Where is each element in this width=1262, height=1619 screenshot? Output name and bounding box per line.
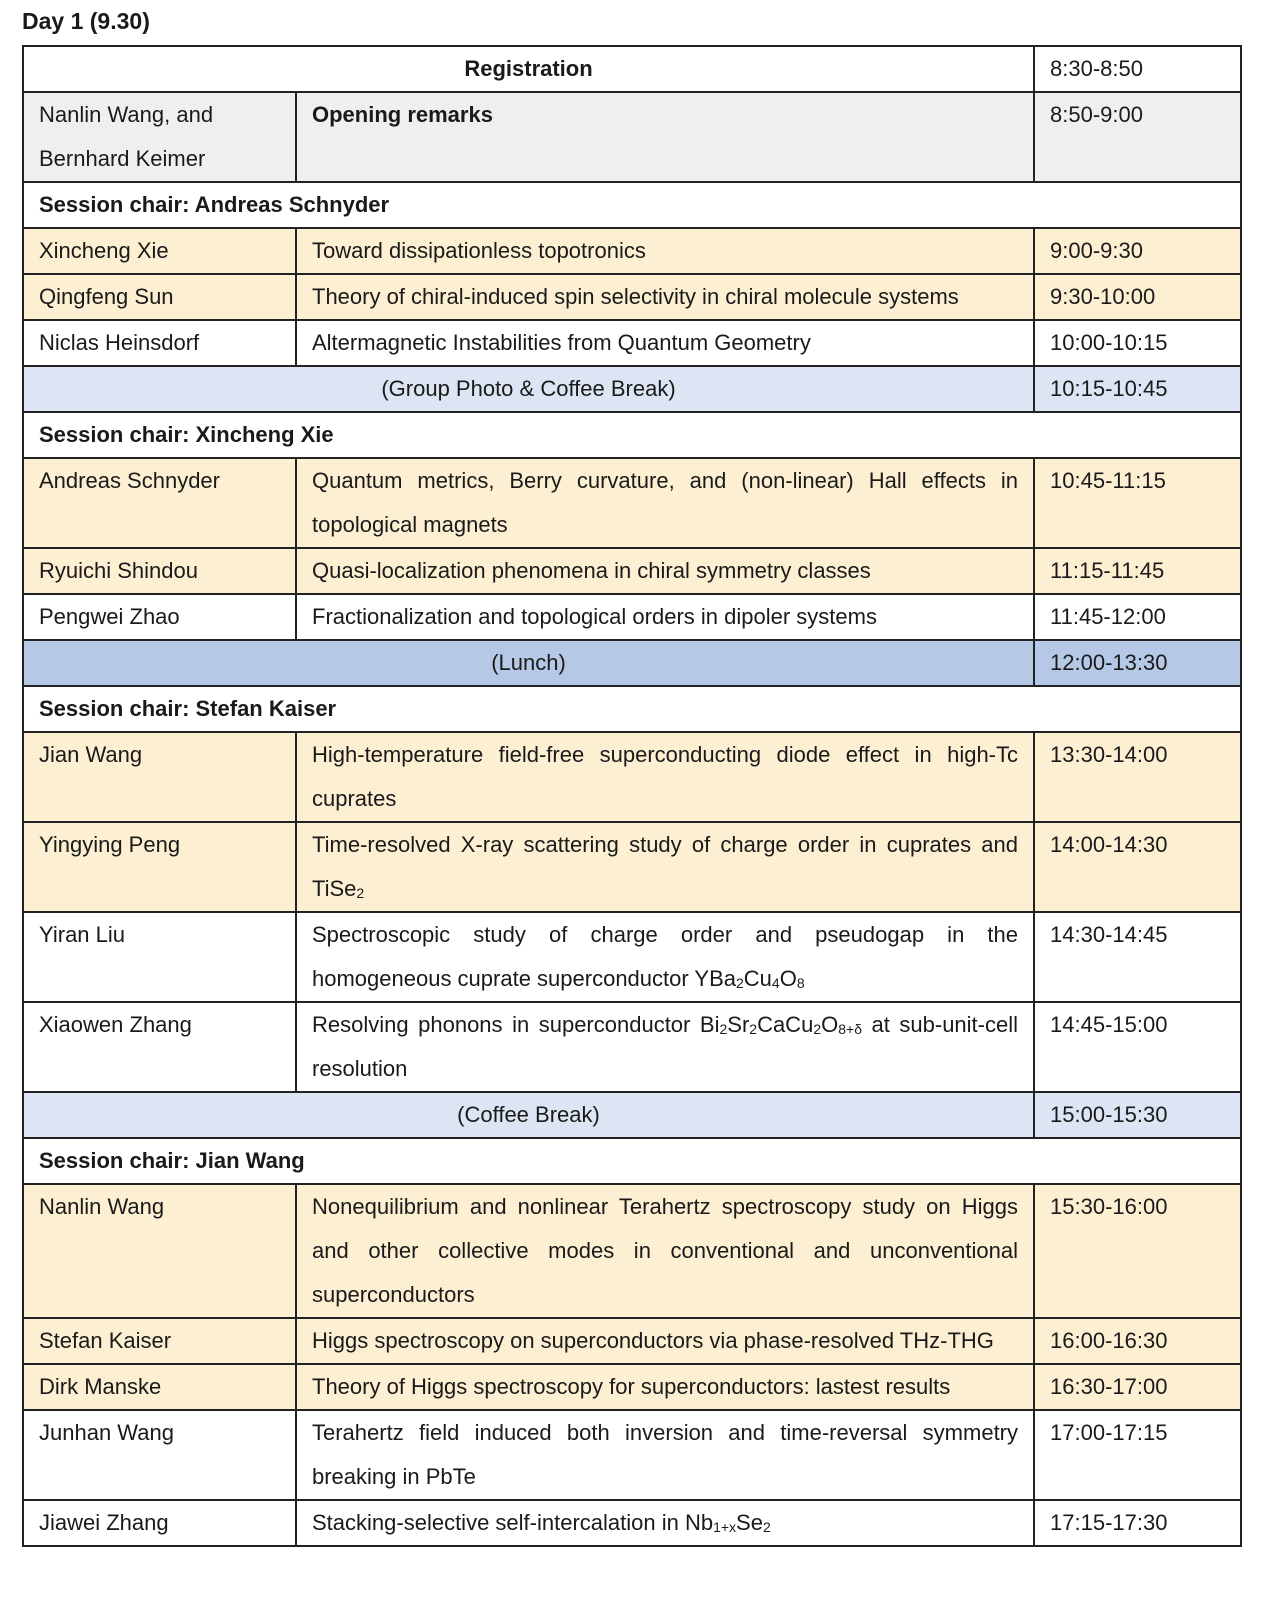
talk-title: Theory of Higgs spectroscopy for superconductors: lastest results	[296, 1364, 1034, 1410]
talk-row	[23, 822, 1241, 912]
talk-time: 10:00-10:15	[1034, 320, 1241, 366]
break-time: 10:15-10:45	[1034, 366, 1241, 412]
talk-time: 11:45-12:00	[1034, 594, 1241, 640]
talk-title: Stacking-selective self-intercalation in Nb1+xSe2	[296, 1500, 1034, 1546]
talk-row	[23, 1318, 1241, 1364]
talk-time: 13:30-14:00	[1034, 732, 1241, 822]
talk-speaker: Junhan Wang	[23, 1410, 296, 1500]
opening-speaker: Nanlin Wang, and Bernhard Keimer	[23, 92, 296, 182]
lunch-label: (Lunch)	[23, 640, 1034, 686]
talk-time: 16:00-16:30	[1034, 1318, 1241, 1364]
session-chair-row	[23, 182, 1241, 228]
schedule-table	[22, 45, 1242, 1547]
talk-time: 9:30-10:00	[1034, 274, 1241, 320]
session-chair-row	[23, 412, 1241, 458]
talk-time: 14:45-15:00	[1034, 1002, 1241, 1092]
talk-title: Quasi-localization phenomena in chiral symmetry classes	[296, 548, 1034, 594]
talk-row	[23, 458, 1241, 548]
talk-row	[23, 1410, 1241, 1500]
talk-title: Nonequilibrium and nonlinear Terahertz spectroscopy study on Higgs and other collective modes in conventional and unconventional superconductors	[296, 1184, 1034, 1318]
talk-speaker: Andreas Schnyder	[23, 458, 296, 548]
talk-speaker: Niclas Heinsdorf	[23, 320, 296, 366]
lunch-time: 12:00-13:30	[1034, 640, 1241, 686]
talk-row	[23, 1500, 1241, 1546]
opening-title: Opening remarks	[296, 92, 1034, 182]
talk-speaker: Yingying Peng	[23, 822, 296, 912]
session-chair: Session chair: Xincheng Xie	[23, 412, 1241, 458]
talk-row	[23, 912, 1241, 1002]
session-chair-row	[23, 686, 1241, 732]
talk-title: Fractionalization and topological orders in dipoler systems	[296, 594, 1034, 640]
lunch-row	[23, 640, 1241, 686]
talk-speaker: Ryuichi Shindou	[23, 548, 296, 594]
talk-title: Quantum metrics, Berry curvature, and (non-linear) Hall effects in topological magnets	[296, 458, 1034, 548]
talk-row	[23, 594, 1241, 640]
break-label: (Group Photo & Coffee Break)	[23, 366, 1034, 412]
talk-speaker: Jian Wang	[23, 732, 296, 822]
talk-time: 16:30-17:00	[1034, 1364, 1241, 1410]
talk-speaker: Stefan Kaiser	[23, 1318, 296, 1364]
talk-title: Spectroscopic study of charge order and pseudogap in the homogeneous cuprate superconductor YBa2Cu4O8	[296, 912, 1034, 1002]
talk-row	[23, 228, 1241, 274]
registration-row	[23, 46, 1241, 92]
talk-title: Time-resolved X-ray scattering study of charge order in cuprates and TiSe2	[296, 822, 1034, 912]
talk-row	[23, 274, 1241, 320]
talk-speaker: Pengwei Zhao	[23, 594, 296, 640]
session-chair-row	[23, 1138, 1241, 1184]
talk-row	[23, 1184, 1241, 1318]
session-chair: Session chair: Andreas Schnyder	[23, 182, 1241, 228]
talk-speaker: Xiaowen Zhang	[23, 1002, 296, 1092]
break-row	[23, 1092, 1241, 1138]
break-row	[23, 366, 1241, 412]
talk-row	[23, 1002, 1241, 1092]
talk-title: Altermagnetic Instabilities from Quantum Geometry	[296, 320, 1034, 366]
registration-label: Registration	[23, 46, 1034, 92]
opening-time: 8:50-9:00	[1034, 92, 1241, 182]
talk-row	[23, 732, 1241, 822]
talk-speaker: Yiran Liu	[23, 912, 296, 1002]
day-title: Day 1 (9.30)	[22, 8, 150, 34]
opening-row	[23, 92, 1241, 182]
talk-speaker: Jiawei Zhang	[23, 1500, 296, 1546]
registration-time: 8:30-8:50	[1034, 46, 1241, 92]
talk-title: High-temperature field-free superconducting diode effect in high-Tc cuprates	[296, 732, 1034, 822]
talk-time: 9:00-9:30	[1034, 228, 1241, 274]
break-label: (Coffee Break)	[23, 1092, 1034, 1138]
talk-time: 14:00-14:30	[1034, 822, 1241, 912]
session-chair: Session chair: Stefan Kaiser	[23, 686, 1241, 732]
talk-time: 14:30-14:45	[1034, 912, 1241, 1002]
talk-time: 17:15-17:30	[1034, 1500, 1241, 1546]
talk-speaker: Qingfeng Sun	[23, 274, 296, 320]
talk-time: 10:45-11:15	[1034, 458, 1241, 548]
talk-time: 17:00-17:15	[1034, 1410, 1241, 1500]
talk-speaker: Dirk Manske	[23, 1364, 296, 1410]
talk-speaker: Nanlin Wang	[23, 1184, 296, 1318]
session-chair: Session chair: Jian Wang	[23, 1138, 1241, 1184]
talk-row	[23, 548, 1241, 594]
talk-time: 15:30-16:00	[1034, 1184, 1241, 1318]
talk-row	[23, 320, 1241, 366]
talk-row	[23, 1364, 1241, 1410]
talk-title: Higgs spectroscopy on superconductors via phase-resolved THz-THG	[296, 1318, 1034, 1364]
talk-title: Theory of chiral-induced spin selectivity in chiral molecule systems	[296, 274, 1034, 320]
talk-time: 11:15-11:45	[1034, 548, 1241, 594]
talk-title: Terahertz field induced both inversion and time-reversal symmetry breaking in PbTe	[296, 1410, 1034, 1500]
break-time: 15:00-15:30	[1034, 1092, 1241, 1138]
talk-title: Resolving phonons in superconductor Bi2Sr2CaCu2O8+δ at sub-unit-cell resolution	[296, 1002, 1034, 1092]
talk-speaker: Xincheng Xie	[23, 228, 296, 274]
talk-title: Toward dissipationless topotronics	[296, 228, 1034, 274]
